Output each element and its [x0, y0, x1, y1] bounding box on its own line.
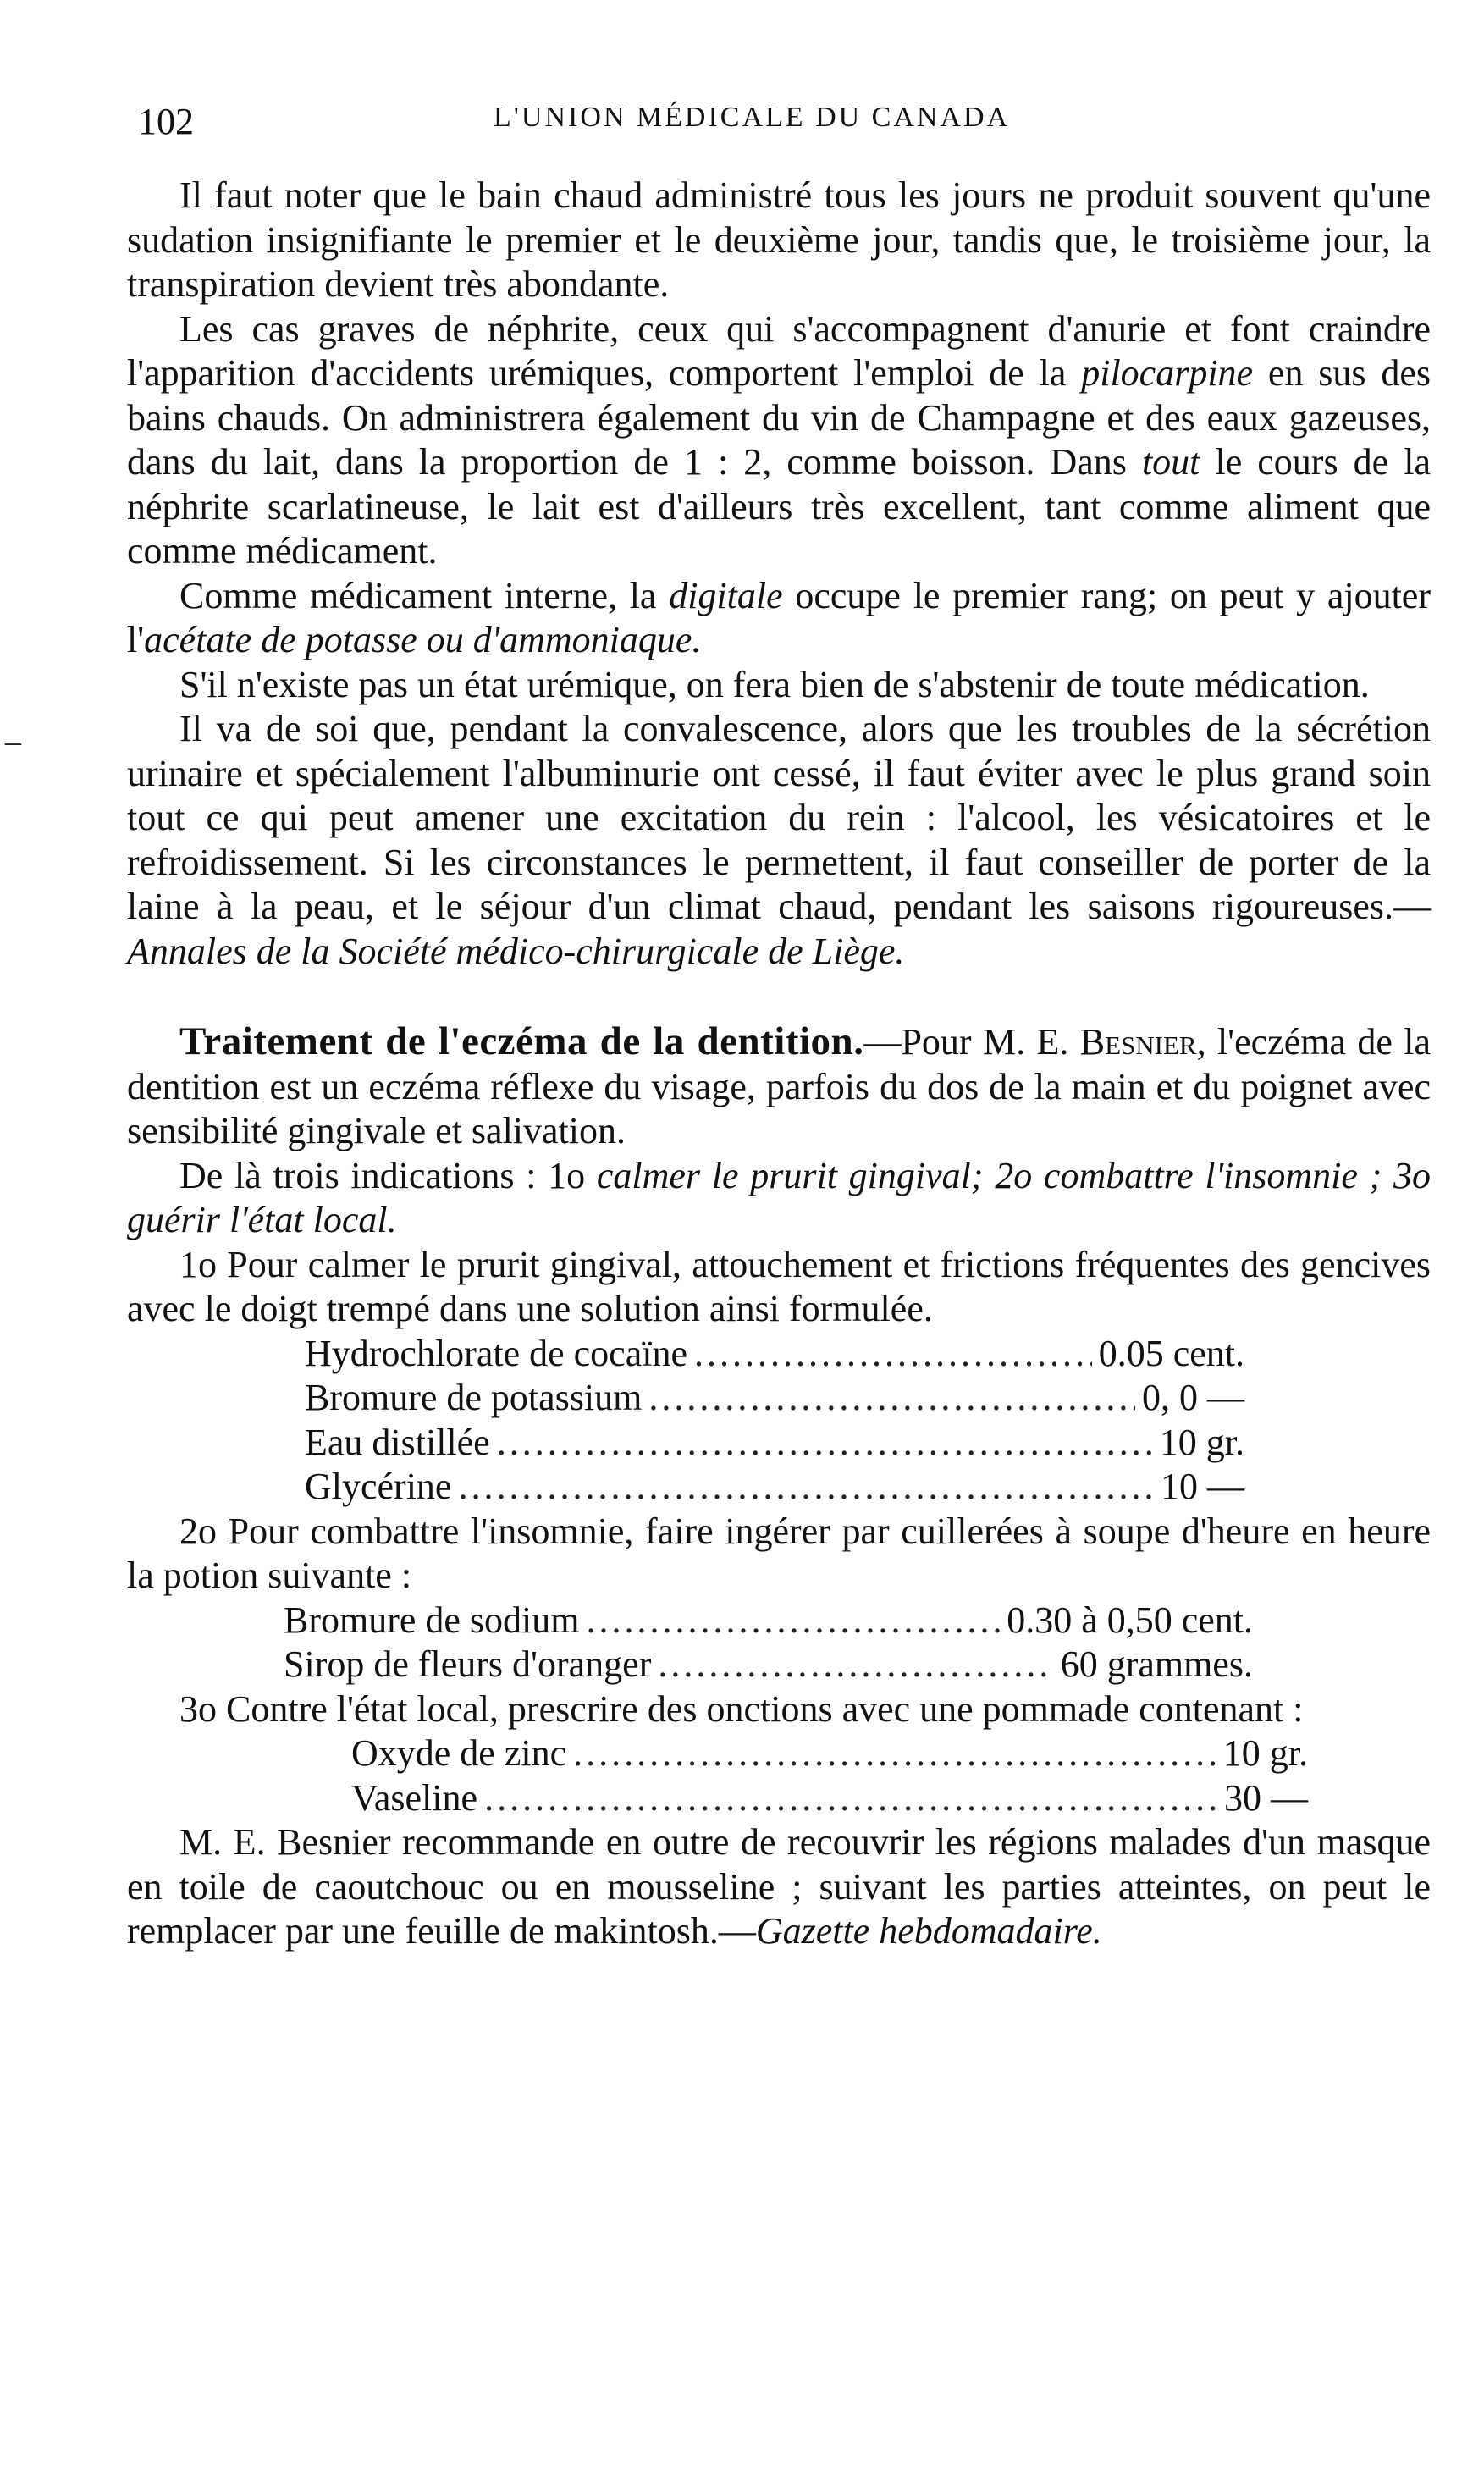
page-body [127, 174, 1431, 1954]
pilocarpine-term: pilocarpine [1081, 352, 1254, 394]
recipe-line: Sirop de fleurs d'oranger ..... 60 grammes. [284, 1643, 1253, 1687]
paragraph-step-3: 3o Contre l'état local, prescrire des onctions avec une pommade contenant : [179, 1687, 1304, 1730]
source-citation: Gazette hebdomadaire. [755, 1910, 1102, 1952]
recipe-line: Glycérine ..... 10 — [305, 1465, 1244, 1510]
section-title: Traitement de l'eczéma de la dentition. [179, 1019, 864, 1063]
paragraph-step-1: 1o Pour calmer le prurit gingival, attouchement et frictions fréquentes des gencives avec le doigt trempé dans une solution ainsi formulée. [127, 1243, 1431, 1329]
recipe-line: Vaseline ..... 30 — [351, 1776, 1308, 1821]
recipe-solution [127, 1332, 1431, 1510]
recipe-line: Eau distillée ..... 10 gr. [305, 1421, 1244, 1466]
page-number: 102 [138, 101, 194, 142]
margin-mark: – [5, 724, 21, 759]
paragraph-internal-medication: Comme médicament interne, la digitale occupe le premier rang; on peut y ajouter l'acétate de potasse ou d'ammoniaque. [127, 574, 1431, 660]
recipe-line: Hydrochlorate de cocaïne ..... 0.05 cent. [305, 1332, 1244, 1377]
paragraph-step-2: 2o Pour combattre l'insomnie, faire ingérer par cuillerées à soupe d'heure en heure la potion suivante : [127, 1510, 1431, 1596]
paragraph-severe-cases: Les cas graves de néphrite, ceux qui s'accompagnent d'anurie et font craindre l'apparition d'accidents urémiques, comportent l'emploi de la pilocarpine en sus des bains chauds. On administrera également du vin de Champagne et des eaux gazeuses, dans du lait, dans la proportion de 1 : 2, comme boisson. Dans tout le cours de la néphrite scarlatineuse, le lait est d'ailleurs très excellent, tant comme aliment que comme médicament. [127, 307, 1431, 572]
digitale-term: digitale [669, 574, 783, 616]
source-citation: Annales de la Société médico-chirurgicale de Liège. [127, 930, 905, 972]
author-name: Besnier [1079, 1021, 1197, 1063]
recipe-line: Oxyde de zinc ..... 10 gr. [351, 1731, 1308, 1776]
paragraph-closing: M. E. Besnier recommande en outre de recouvrir les régions malades d'un masque en toile de caoutchouc ou en mousseline ; suivant les parties atteintes, on peut le remplacer par une feuille de makintosh.—Gazette hebdomadaire. [127, 1821, 1431, 1952]
recipe-potion [127, 1599, 1431, 1687]
recipe-ointment [127, 1731, 1431, 1820]
recipe-line: Bromure de potassium ..... 0, 0 — [305, 1376, 1244, 1421]
paragraph-abstain: S'il n'existe pas un état urémique, on fera bien de s'abstenir de toute médication. [179, 663, 1370, 705]
article-eczema-intro: Traitement de l'eczéma de la dentition.—Pour M. E. Besnier, l'eczéma de la dentition est un eczéma réflexe du visage, parfois du dos de la main et du poignet avec sensibilité gingivale et salivation. [127, 1019, 1432, 1151]
journal-title: L'UNION MÉDICALE DU CANADA [494, 102, 1011, 133]
paragraph-indications: De là trois indications : 1o calmer le prurit gingival; 2o combattre l'insomnie ; 3o guérir l'état local. [127, 1154, 1431, 1240]
paragraph-bath: Il faut noter que le bain chaud administré tous les jours ne produit souvent qu'une sudation insignifiante le premier et le deuxième jour, tandis que, le troisième jour, la transpiration devient très abondante. [127, 174, 1431, 305]
recipe-line: Bromure de sodium ..... 0.30 à 0,50 cent. [284, 1599, 1253, 1643]
running-head [138, 100, 1416, 151]
paragraph-convalescence: Il va de soi que, pendant la convalescence, alors que les troubles de la sécrétion urinaire et spécialement l'albuminurie ont cessé, il faut éviter avec le plus grand soin tout ce qui peut amener une excitation du rein : l'alcool, les vésicatoires et le refroidissement. Si les circonstances le permettent, il faut conseiller de porter de la laine à la peau, et le séjour d'un climat chaud, pendant les saisons rigoureuses.—Annales de la Société médico-chirurgicale de Liège. [127, 708, 1431, 972]
